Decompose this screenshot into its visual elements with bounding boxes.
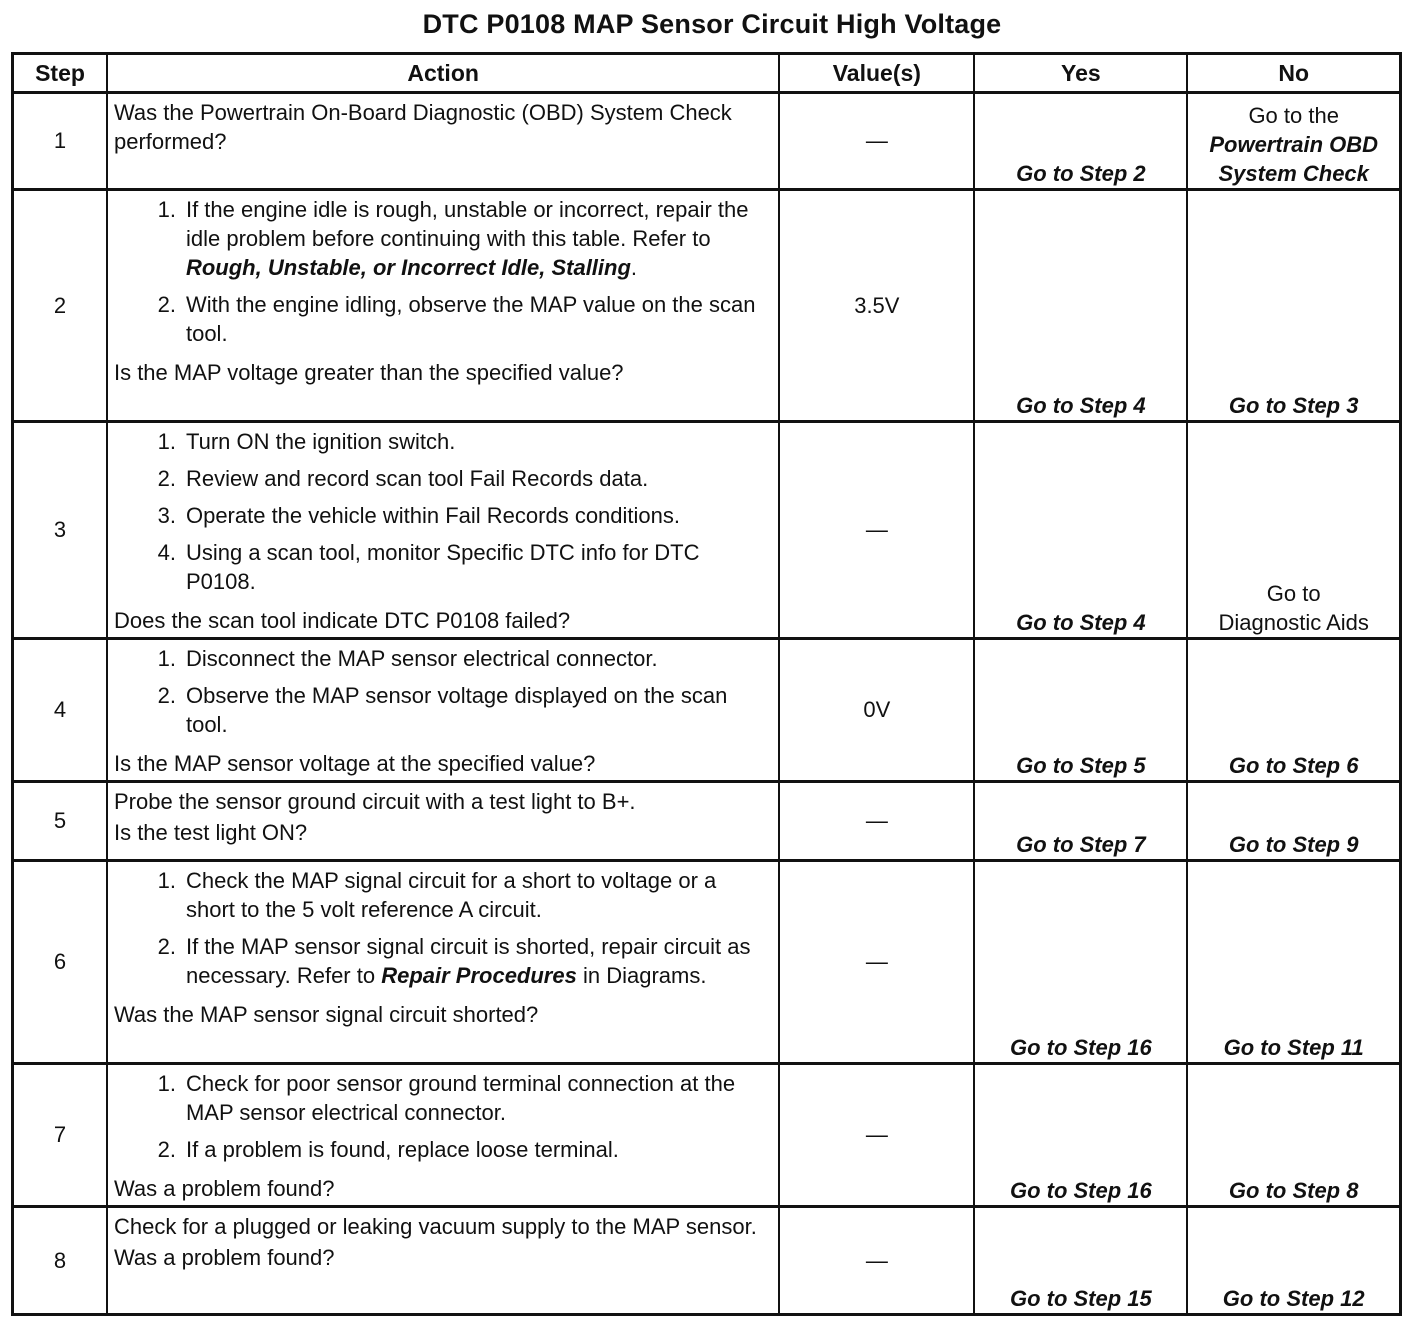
list-item-number: 1. [157,868,176,893]
step-number: 3 [13,422,107,639]
no-cell [1187,861,1400,1064]
no-link[interactable]: Go to Step 6 [1228,753,1359,778]
step-number: 8 [13,1207,107,1315]
no-cell [1187,1207,1400,1315]
yes-link[interactable]: Go to Step 5 [1016,753,1146,778]
yes-cell [974,93,1187,190]
action-list [114,644,770,747]
yes-link[interactable]: Go to Step 15 [1009,1286,1152,1311]
no-text: Go to the [1248,103,1339,128]
action-cell [107,639,779,782]
value-cell: — [779,782,974,861]
list-item-text: Check for poor sensor ground terminal connection at the MAP sensor electrical connector. [185,1071,736,1125]
list-item-text-after: . [630,255,638,280]
value-cell: — [779,861,974,1064]
yes-cell [974,782,1187,861]
action-list [114,866,770,998]
value-cell: 3.5V [779,190,974,422]
question-text: Was a problem found? [113,1245,335,1270]
no-link[interactable]: Go to Step 9 [1228,832,1359,857]
list-item-text: Review and record scan tool Fail Records data. [185,466,649,491]
list-item-text: Disconnect the MAP sensor electrical connector. [185,646,658,671]
question-text: Is the MAP sensor voltage at the specified value? [113,751,596,776]
step-number: 7 [13,1064,107,1207]
action-cell [107,861,779,1064]
no-cell [1187,782,1400,861]
list-item-number: 2. [157,934,176,959]
table-row [13,422,1401,639]
yes-cell [974,1064,1187,1207]
diagnostic-table [11,52,1402,1316]
header-row [13,54,1401,93]
list-item [114,932,770,990]
value-cell: — [779,422,974,639]
table-row [13,1064,1401,1207]
table-row [13,861,1401,1064]
yes-link[interactable]: Go to Step 16 [1009,1178,1152,1203]
question-text: Was the MAP sensor signal circuit shorted? [113,1002,539,1027]
list-item-text: If a problem is found, replace loose terminal. [185,1137,619,1162]
yes-link[interactable]: Go to Step 2 [1016,161,1146,186]
step-number: 2 [13,190,107,422]
step-number: 5 [13,782,107,861]
table-row [13,190,1401,422]
yes-cell [974,190,1187,422]
list-item-number: 1. [157,646,176,671]
action-cell [107,422,779,639]
yes-cell [974,422,1187,639]
list-item [114,538,770,596]
action-cell [107,782,779,861]
list-item-number: 1. [157,1071,176,1096]
question-text: Was a problem found? [113,1176,335,1201]
reference-link[interactable]: Rough, Unstable, or Incorrect Idle, Stalling [185,255,631,280]
no-cell [1187,422,1400,639]
no-link[interactable]: Go to Step 8 [1228,1178,1359,1203]
no-cell [1187,1064,1400,1207]
list-item-text: Using a scan tool, monitor Specific DTC info for DTC P0108. [185,540,700,594]
list-item [114,427,770,456]
no-cell [1187,93,1400,190]
value-cell: — [779,93,974,190]
table-row [13,1207,1401,1315]
list-item [114,464,770,493]
list-item-text-after: in Diagrams. [576,963,707,988]
table-row [13,782,1401,861]
yes-cell [974,861,1187,1064]
step-number: 1 [13,93,107,190]
column-header-step: Step [13,54,107,93]
list-item [114,1069,770,1127]
action-list [114,1069,770,1172]
action-text: Check for a plugged or leaking vacuum supply to the MAP sensor. [113,1214,757,1239]
list-item-number: 1. [157,429,176,454]
action-cell [107,93,779,190]
list-item [114,644,770,673]
column-header-no: No [1187,54,1400,93]
list-item [114,1135,770,1164]
list-item-text: Turn ON the ignition switch. [185,429,456,454]
list-item [114,501,770,530]
list-item-text: Observe the MAP sensor voltage displayed on the scan tool. [185,683,728,737]
yes-link[interactable]: Go to Step 16 [1009,1035,1152,1060]
list-item-text: If the engine idle is rough, unstable or incorrect, repair the idle problem before continuing with this table. Refer to [185,197,749,251]
list-item [114,681,770,739]
no-cell [1187,190,1400,422]
list-item [114,866,770,924]
list-item-text: Check the MAP signal circuit for a short to voltage or a short to the 5 volt reference A circuit. [185,868,717,922]
no-link[interactable]: Go to Step 11 [1223,1035,1364,1060]
action-list [114,195,770,356]
step-number: 6 [13,861,107,1064]
list-item-number: 2. [157,292,176,317]
question-text: Is the MAP voltage greater than the specified value? [113,360,624,385]
reference-link[interactable]: Repair Procedures [381,963,577,988]
no-cell [1187,639,1400,782]
table-row [13,93,1401,190]
no-link[interactable]: Go to Step 3 [1228,393,1359,418]
yes-link[interactable]: Go to Step 7 [1016,832,1146,857]
list-item-number: 2. [157,683,176,708]
table-row [13,639,1401,782]
value-cell: 0V [779,639,974,782]
action-cell [107,190,779,422]
action-text: Probe the sensor ground circuit with a test light to B+. [113,789,636,814]
no-link[interactable]: Go to Step 12 [1222,1286,1365,1311]
no-link[interactable]: Powertrain OBD System Check [1209,132,1379,186]
list-item-number: 4. [157,540,176,565]
no-link[interactable]: Go to Diagnostic Aids [1218,581,1369,635]
question-text: Does the scan tool indicate DTC P0108 failed? [113,608,571,633]
action-cell [107,1064,779,1207]
column-header-action: Action [107,54,779,93]
list-item-number: 1. [157,197,176,222]
step-number: 4 [13,639,107,782]
list-item-number: 3. [157,503,176,528]
action-list [114,427,770,604]
list-item-number: 2. [157,1137,176,1162]
value-cell: — [779,1064,974,1207]
list-item [114,195,770,282]
yes-cell [974,1207,1187,1315]
list-item-text: If the MAP sensor signal circuit is shorted, repair circuit as necessary. Refer to [185,934,751,988]
page-title: DTC P0108 MAP Sensor Circuit High Voltage [422,9,1002,39]
action-cell [107,1207,779,1315]
column-header-yes: Yes [974,54,1187,93]
question-text: Is the test light ON? [113,820,308,845]
list-item [114,290,770,348]
yes-link[interactable]: Go to Step 4 [1016,393,1146,418]
list-item-text: With the engine idling, observe the MAP value on the scan tool. [185,292,756,346]
yes-cell [974,639,1187,782]
action-text: Was the Powertrain On-Board Diagnostic (OBD) System Check performed? [113,100,732,154]
yes-link[interactable]: Go to Step 4 [1016,610,1146,635]
column-header-values: Value(s) [779,54,974,93]
list-item-number: 2. [157,466,176,491]
list-item-text: Operate the vehicle within Fail Records conditions. [185,503,680,528]
value-cell: — [779,1207,974,1315]
